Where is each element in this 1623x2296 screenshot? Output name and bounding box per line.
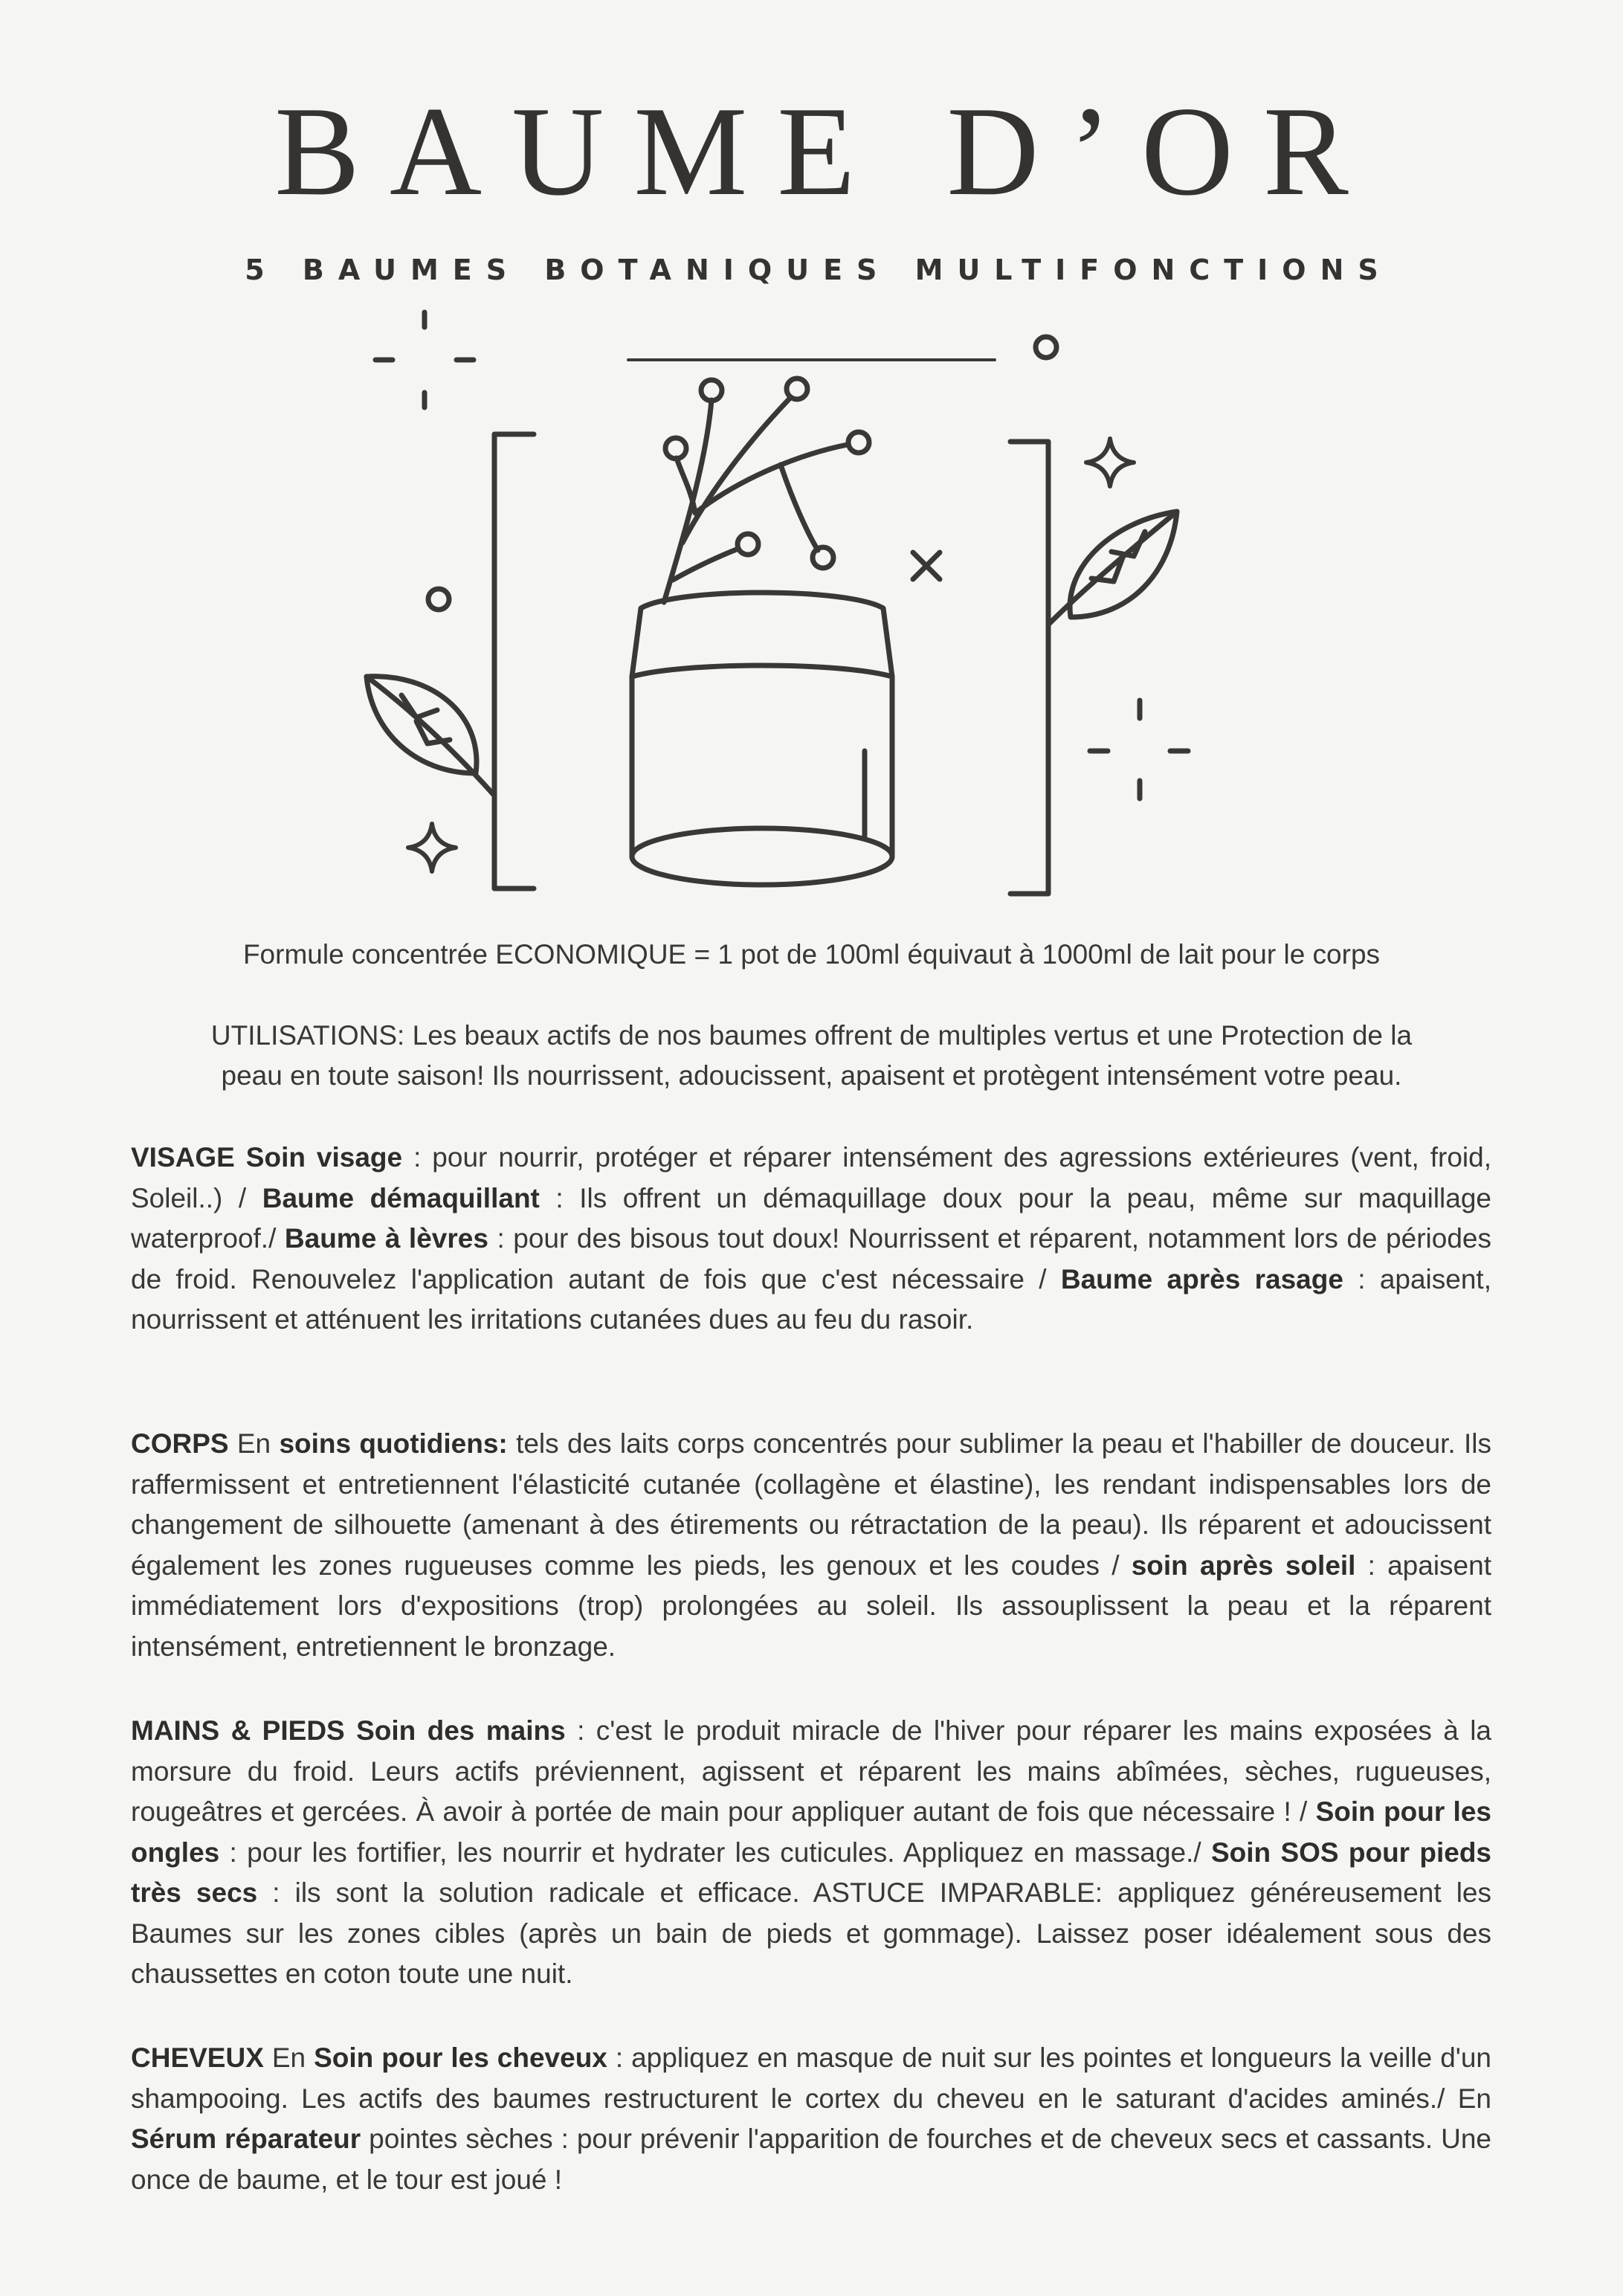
leaf-icon: [367, 677, 494, 796]
jar-icon: [632, 593, 892, 885]
circle-icon: [428, 589, 449, 610]
jar-illustration: [0, 297, 1623, 915]
sparkle-icon: [408, 824, 456, 871]
bracket-icon: [1010, 442, 1048, 894]
leaf-icon: [1048, 512, 1177, 625]
section-heading: CHEVEUX: [131, 2042, 264, 2073]
section-visage: VISAGE Soin visage : pour nourrir, protéger et réparer intensément des agressions extérieures (vent, froid, Soleil..) / Baume démaquillant : Ils offrent un démaquillage doux pour la peau, même sur maquillage waterproof./ Baume à lèvres : pour des bisous tout doux! Nourrissent et réparent, notamment lors de périodes de froid. Renouvelez l'application autant de fois que c'est nécessaire / Baume après rasage : apaisent, nourrissent et atténuent les irritations cutanées dues au feu du rasoir.: [131, 1142, 1492, 1335]
bracket-icon: [494, 434, 534, 889]
branch-icon: [664, 378, 869, 602]
care-label: soin après soleil: [1131, 1550, 1356, 1581]
dash-cross-icon: [375, 312, 474, 407]
sparkle-icon: [1086, 439, 1134, 486]
care-label: Baume à lèvres: [284, 1223, 488, 1254]
care-label: Soin des mains: [356, 1715, 566, 1746]
dash-cross-icon: [1090, 700, 1188, 799]
care-label: Baume après rasage: [1060, 1263, 1343, 1294]
cross-icon: [913, 552, 940, 579]
care-label: Soin visage: [245, 1142, 403, 1173]
formula-note: Formule concentrée ECONOMIQUE = 1 pot de 100ml équivaut à 1000ml de lait pour le corps: [242, 939, 1381, 970]
usage-line: peau en toute saison! Ils nourrissent, adoucissent, apaisent et protègent intensément votre peau.: [221, 1060, 1402, 1091]
usage-line: UTILISATIONS: Les beaux actifs de nos baumes offrent de multiples vertus et une Protection de la: [210, 1020, 1413, 1051]
page-title: BAUME D’OR: [274, 81, 1378, 222]
care-label: Baume démaquillant: [262, 1182, 540, 1213]
section-heading: MAINS & PIEDS: [131, 1715, 345, 1746]
section-corps: CORPS En soins quotidiens: tels des laits corps concentrés pour sublimer la peau et l'habiller de douceur. Ils raffermissent et entretiennent l'élasticité cutanée (collagène et élastine), les rendant indispensables lors de changement de silhouette (amenant à des étirements ou rétractation de la peau). Ils réparent et adoucissent également les zones rugueuses comme les pieds, les genoux et les coudes / soin après soleil : apaisent immédiatement lors d'expositions (trop) prolongées au soleil. Ils assouplissent la peau et la réparent intensément, entretiennent le bronzage.: [131, 1428, 1492, 1662]
section-heading: CORPS: [131, 1428, 229, 1459]
care-label: Soin pour les ongles: [131, 1796, 1491, 1868]
care-label: soins quotidiens:: [279, 1428, 508, 1459]
section-mains: MAINS & PIEDS Soin des mains : c'est le produit miracle de l'hiver pour réparer les mains exposées à la morsure du froid. Leurs actifs préviennent, agissent et réparent les mains abîmées, sèches, rugueuses, rougeâtres et gercées. À avoir à portée de main pour appliquer autant de fois que nécessaire ! / Soin pour les ongles : pour les fortifier, les nourrir et hydrater les cuticules. Appliquez en massage./ Soin SOS pour pieds très secs : ils sont la solution radicale et efficace. ASTUCE IMPARABLE: appliquez généreusement les Baumes sur les zones cibles (après un bain de pieds et gommage). Laissez poser idéalement sous des chaussettes en coton toute une nuit.: [131, 1715, 1492, 1989]
section-heading: VISAGE: [131, 1142, 235, 1173]
care-label: Soin SOS pour pieds très secs: [131, 1837, 1492, 1908]
care-label: Soin pour les cheveux: [314, 2042, 607, 2073]
section-cheveux: CHEVEUX En Soin pour les cheveux : appliquez en masque de nuit sur les pointes et longueurs la veille d'un shampooing. Les actifs des baumes restructurent le cortex du cheveu en le saturant d'acides aminés./ En Sérum réparateur pointes sèches : pour prévenir l'apparition de fourches et de cheveux secs et cassants. Une once de baume, et le tour est joué !: [131, 2042, 1491, 2195]
care-label: Sérum réparateur: [131, 2124, 361, 2154]
circle-icon: [1036, 337, 1056, 358]
page-subtitle: 5 BAUMES BOTANIQUES MULTIFONCTIONS: [245, 254, 1393, 286]
